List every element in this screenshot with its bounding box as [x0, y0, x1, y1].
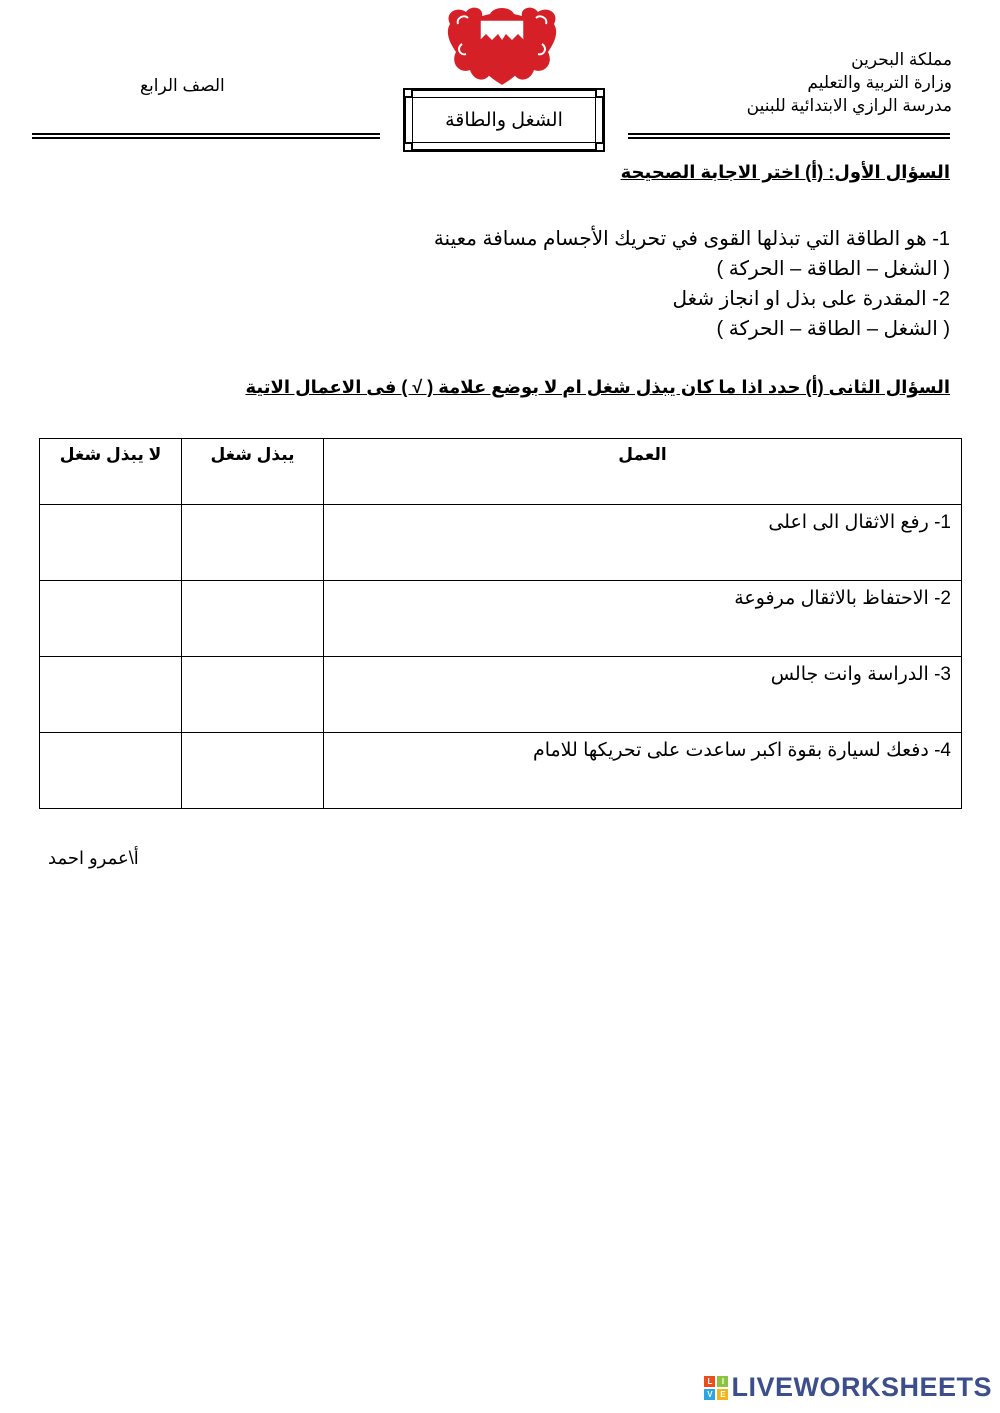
work-table	[39, 438, 962, 809]
table-row	[40, 733, 962, 809]
ministry-line: وزارة التربية والتعليم	[807, 73, 952, 92]
no-work-answer-cell[interactable]	[40, 581, 182, 657]
action-cell: 4- دفعك لسيارة بقوة اكبر ساعدت على تحريكها للامام	[324, 733, 962, 809]
question1-item: 1- هو الطاقة التي تبذلها القوى في تحريك الأجسام مسافة معينة	[433, 228, 950, 250]
question1-item: 2- المقدرة على بذل او انجاز شغل	[672, 288, 950, 310]
liveworksheets-wordmark: LIVEWORKSHEETS	[731, 1372, 992, 1402]
logo-letter: L	[704, 1376, 715, 1387]
question2-title: السؤال الثانى (أ) حدد اذا ما كان يبذل شغل ام لا بوضع علامة ( √ ) فى الاعمال الاتية	[245, 377, 950, 397]
no-work-answer-cell[interactable]	[40, 505, 182, 581]
column-header-no-work: لا يبذل شغل	[40, 439, 182, 505]
title-box	[403, 88, 605, 152]
table-row	[40, 505, 962, 581]
question1-title: السؤال الأول: (أ) اختر الاجابة الصحيحة	[620, 162, 950, 182]
table-header-row	[40, 439, 962, 505]
action-cell: 3- الدراسة وانت جالس	[324, 657, 962, 733]
grade-label: الصف الرابع	[140, 76, 225, 95]
logo-letter: I	[717, 1376, 728, 1387]
table-row	[40, 657, 962, 733]
header-divider-left	[32, 133, 380, 139]
column-header-action: العمل	[324, 439, 962, 505]
table-row	[40, 581, 962, 657]
question1-options: ( الشغل – الطاقة – الحركة )	[716, 258, 950, 280]
logo-letter: V	[704, 1389, 715, 1400]
logo-letter: E	[717, 1389, 728, 1400]
header-divider-right	[628, 133, 950, 139]
page-title: الشغل والطاقة	[412, 97, 596, 143]
question1-options: ( الشغل – الطاقة – الحركة )	[716, 318, 950, 340]
school-info	[652, 48, 952, 117]
action-cell: 1- رفع الاثقال الى اعلى	[324, 505, 962, 581]
does-work-answer-cell[interactable]	[182, 733, 324, 809]
question1-body	[390, 224, 950, 344]
no-work-answer-cell[interactable]	[40, 657, 182, 733]
liveworksheets-logo-icon	[704, 1376, 728, 1400]
does-work-answer-cell[interactable]	[182, 581, 324, 657]
no-work-answer-cell[interactable]	[40, 733, 182, 809]
action-cell: 2- الاحتفاظ بالاثقال مرفوعة	[324, 581, 962, 657]
does-work-answer-cell[interactable]	[182, 505, 324, 581]
does-work-answer-cell[interactable]	[182, 657, 324, 733]
liveworksheets-logo	[704, 1372, 992, 1403]
country-line: مملكة البحرين	[851, 50, 952, 69]
teacher-name: أ\عمرو احمد	[48, 848, 139, 868]
school-line: مدرسة الرازي الابتدائية للبنين	[746, 96, 952, 115]
bahrain-emblem-icon	[444, 4, 560, 90]
column-header-does-work: يبذل شغل	[182, 439, 324, 505]
